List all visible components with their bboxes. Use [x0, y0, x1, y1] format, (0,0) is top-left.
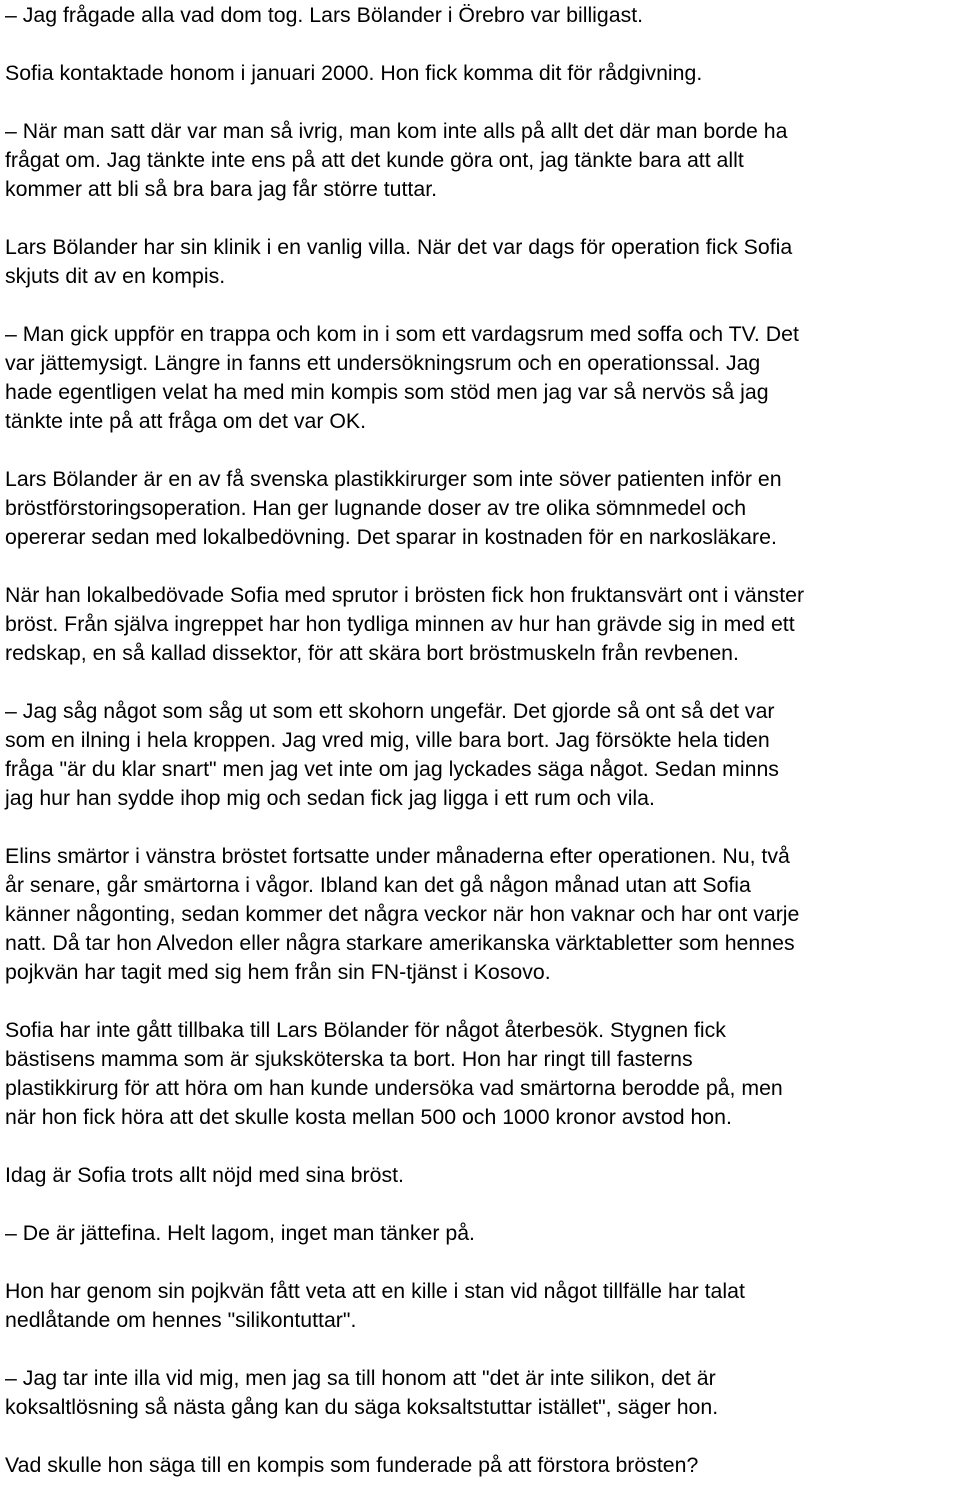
paragraph-1: – Jag frågade alla vad dom tog. Lars Bölander i Örebro var billigast.	[5, 3, 644, 27]
document-body	[5, 0, 955, 1509]
paragraph-12: – De är jättefina. Helt lagom, inget man tänker på.	[5, 1221, 475, 1245]
paragraph-7: När han lokalbedövade Sofia med sprutor i brösten fick hon fruktansvärt ont i vänster bröst. Från själva ingreppet har hon tydliga minnen av hur han grävde sig in med ett redskap, en så kallad dissektor, för att skära bort bröstmuskeln från revbenen.	[5, 583, 805, 665]
paragraph-6: Lars Bölander är en av få svenska plastikkirurger som inte söver patienten inför en bröstförstoringsoperation. Han ger lugnande doser av tre olika sömnmedel och opererar sedan med lokalbedövning. Det sparar in kostnaden för en narkosläkare.	[5, 467, 782, 549]
paragraph-5: – Man gick uppför en trappa och kom in i som ett vardagsrum med soffa och TV. Det var jättemysigt. Längre in fanns ett undersökningsrum och en operationssal. Jag hade egentligen velat ha med min kompis som stöd men jag var så nervös så jag tänkte inte på att fråga om det var OK.	[5, 322, 799, 433]
paragraph-15: Vad skulle hon säga till en kompis som funderade på att förstora brösten?	[5, 1453, 699, 1477]
paragraph-2: Sofia kontaktade honom i januari 2000. Hon fick komma dit för rådgivning.	[5, 61, 703, 85]
paragraph-4: Lars Bölander har sin klinik i en vanlig villa. När det var dags för operation fick Sofia skjuts dit av en kompis.	[5, 235, 793, 288]
paragraph-3: – När man satt där var man så ivrig, man kom inte alls på allt det där man borde ha frågat om. Jag tänkte inte ens på att det kunde göra ont, jag tänkte bara att allt kommer att bli så bra bara jag får större tuttar.	[5, 119, 788, 201]
paragraph-10: Sofia har inte gått tillbaka till Lars Bölander för något återbesök. Stygnen fick bästisens mamma som är sjuksköterska ta bort. Hon har ringt till fasterns plastikkirurg för att höra om han kunde undersöka vad smärtorna berodde på, men när hon fick höra att det skulle kosta mellan 500 och 1000 kronor avstod hon.	[5, 1018, 783, 1129]
paragraph-8: – Jag såg något som såg ut som ett skohorn ungefär. Det gjorde så ont så det var som en ilning i hela kroppen. Jag vred mig, ville bara bort. Jag försökte hela tiden fråga "är du klar snart" men jag vet inte om jag lyckades säga något. Sedan minns jag hur han sydde ihop mig och sedan fick jag ligga i ett rum och vila.	[5, 699, 779, 810]
paragraph-9: Elins smärtor i vänstra bröstet fortsatte under månaderna efter operationen. Nu, två år senare, går smärtorna i vågor. Ibland kan det gå någon månad utan att Sofia känner någonting, sedan kommer det några veckor när hon vaknar och har ont varje natt. Då tar hon Alvedon eller några starkare amerikanska värktabletter som hennes pojkvän har tagit med sig hem från sin FN-tjänst i Kosovo.	[5, 844, 800, 984]
paragraph-11: Idag är Sofia trots allt nöjd med sina bröst.	[5, 1163, 404, 1187]
paragraph-13: Hon har genom sin pojkvän fått veta att en kille i stan vid något tillfälle har talat nedlåtande om hennes "silikontuttar".	[5, 1279, 745, 1332]
paragraph-14: – Jag tar inte illa vid mig, men jag sa till honom att "det är inte silikon, det är koksaltlösning så nästa gång kan du säga koksaltstuttar istället", säger hon.	[5, 1366, 719, 1419]
